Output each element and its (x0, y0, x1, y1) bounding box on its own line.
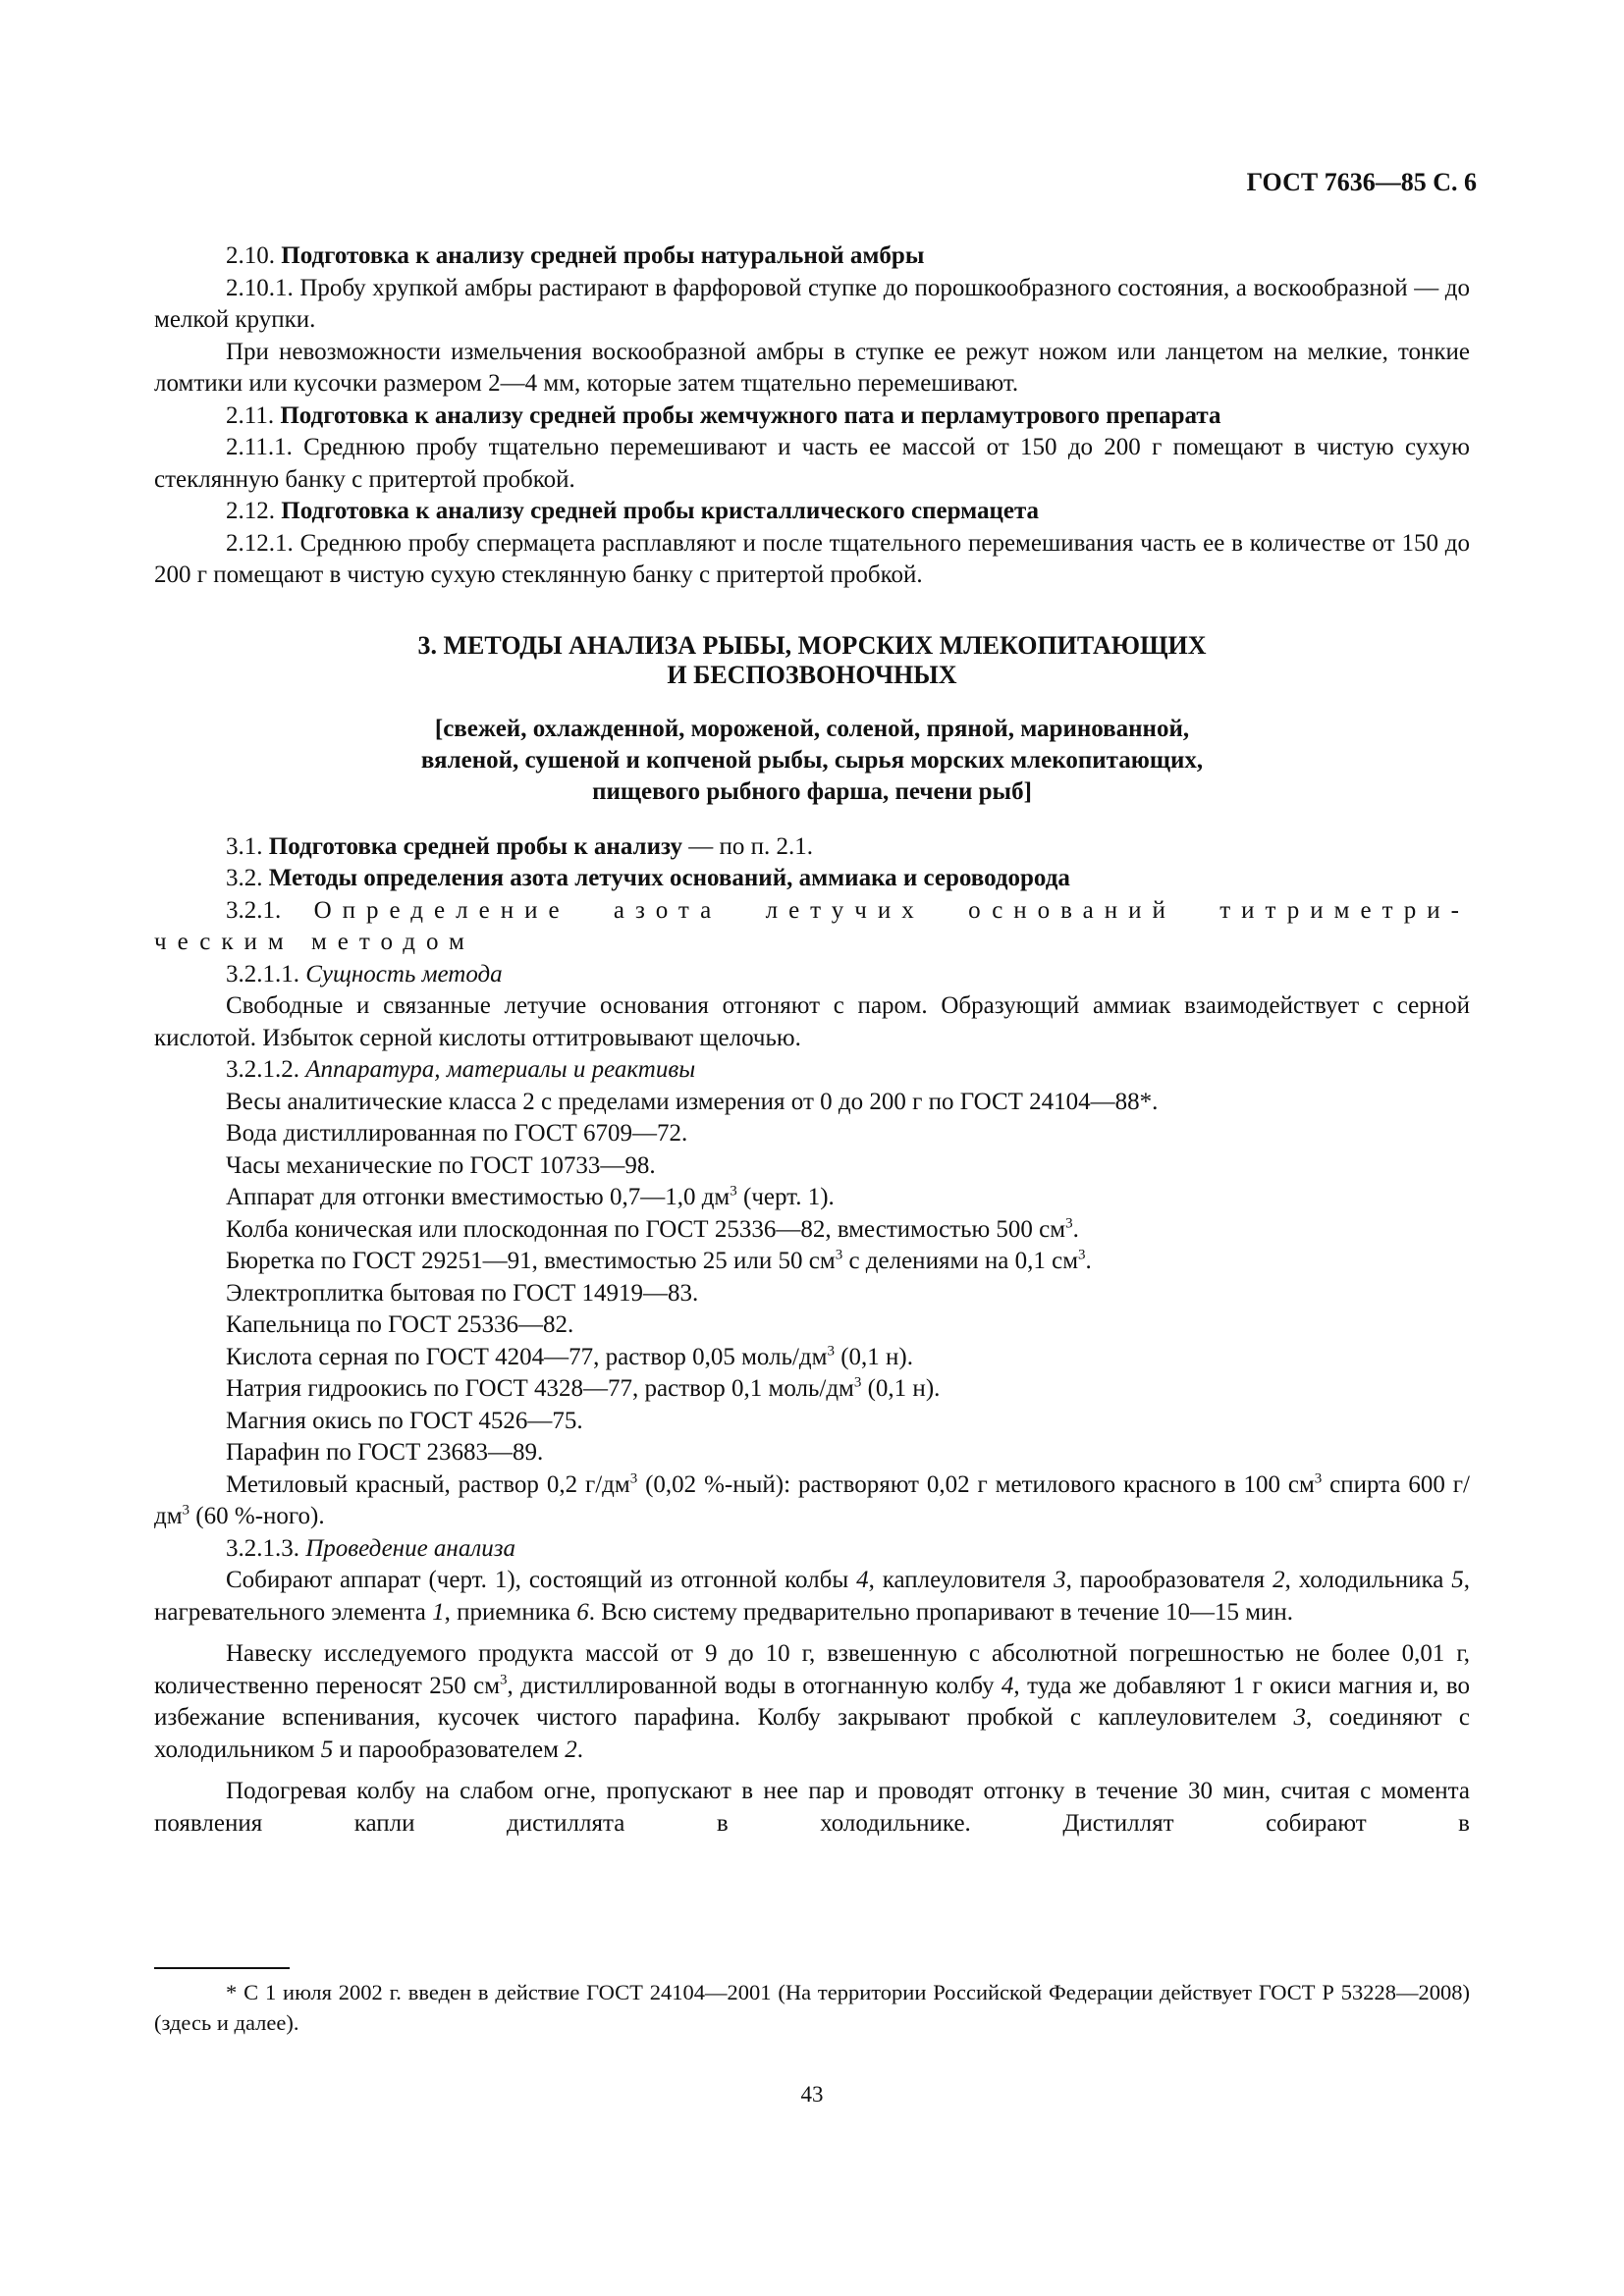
superscript: 3 (853, 1374, 862, 1391)
procedure-text: , туда же добавляют 1 г окиси магния и, во избежание вспенивания, кусочек чистого парафина. Колбу закрывают пробкой с каплеуловителем (154, 1672, 1470, 1731)
footnote (154, 1977, 1470, 2038)
clause-3-2-1-heading-cont (154, 927, 1470, 959)
superscript: 3 (629, 1470, 638, 1487)
clause-title: Подготовка средней пробы к анализу (268, 832, 683, 860)
clause-number: 3.2. (226, 865, 269, 891)
clause-title: Проведение анализа (305, 1534, 515, 1562)
clause-3-2-1-heading (154, 895, 1470, 928)
clause-2-11-heading (154, 400, 1470, 433)
item-dropper: Капельница по ГОСТ 25336—82. (226, 1311, 574, 1338)
clause-number: 3.2.1.2. (226, 1056, 306, 1083)
item-scales: Весы аналитические класса 2 с пределами измерения от 0 до 200 г по ГОСТ 24104—88*. (226, 1088, 1159, 1115)
clause-2-11-1: 2.11.1. Среднюю пробу тщательно перемешивают и часть ее массой от 150 до 200 г помещают в чистую сухую стеклянную банку с притертой пробкой. (154, 434, 1470, 493)
superscript: 3 (730, 1183, 737, 1200)
clause-title: ческим методом (154, 929, 475, 955)
item-text: . (1072, 1215, 1079, 1243)
item-text: (0,1 н). (861, 1375, 941, 1402)
procedure-text: . (576, 1735, 583, 1763)
item-text: (0,02 %-ный): растворяют 0,02 г метилового красного в 100 см (637, 1470, 1315, 1498)
figure-ref: 4 (1001, 1672, 1014, 1699)
clause-number: 2.12. (226, 498, 282, 524)
procedure-text: . Всю систему предварительно пропаривают в течение 10—15 мин. (588, 1598, 1294, 1626)
item-acid (154, 1342, 1470, 1374)
section-3-title (154, 631, 1470, 690)
item-flask (154, 1214, 1470, 1247)
superscript: 3 (500, 1672, 508, 1688)
section-subtitle-line: вяленой, сушеной и копченой рыбы, сырья морских млекопитающих, (420, 746, 1204, 774)
clause-2-12-1: 2.12.1. Среднюю пробу спермацета расплавляют и после тщательного перемешивания часть ее в количестве от 150 до 200 г помещают в чистую сухую стеклянную банку с притертой пробкой. (154, 529, 1470, 588)
procedure-text: , приемника (444, 1598, 577, 1626)
item-text: Метиловый красный, раствор 0,2 г/дм (226, 1470, 630, 1498)
clause-title: Подготовка к анализу средней пробы натуральной амбры (281, 242, 925, 269)
superscript: 3 (182, 1502, 190, 1519)
figure-ref: 4 (856, 1567, 869, 1593)
procedure-text: Навеску исследуемого продукта массой от 9 до 10 г, взвешенную с абсолютной погрешностью не более 0,01 г, количественно переносят 250 см (154, 1640, 1470, 1699)
item-methyl-red (154, 1469, 1470, 1533)
item-water: Вода дистиллированная по ГОСТ 6709—72. (226, 1120, 688, 1147)
clause-2-10-1-paragraph: При невозможности измельчения воскообразной амбры в ступке ее режут ножом или ланцетом на мелкие, тонкие ломтики или кусочки размером 2—4 мм, которые затем тщательно перемешивают. (154, 338, 1470, 397)
figure-ref: 2 (1272, 1567, 1285, 1593)
item-text: Натрия гидроокись по ГОСТ 4328—77, раствор 0,1 моль/дм (226, 1375, 854, 1402)
item-mgo: Магния окись по ГОСТ 4526—75. (226, 1407, 583, 1434)
clause-number: 2.11. (226, 401, 281, 429)
procedure-text: Собирают аппарат (черт. 1), состоящий из отгонной колбы (226, 1567, 857, 1593)
section-subtitle-line: [свежей, охлажденной, мороженой, соленой, пряной, маринованной, (434, 715, 1190, 742)
clause-3-1 (154, 831, 1470, 864)
figure-ref: 5 (1451, 1567, 1464, 1593)
superscript: 3 (1078, 1247, 1086, 1263)
item-text: Колба коническая или плоскодонная по ГОСТ 25336—82, вместимостью 500 см (226, 1215, 1066, 1243)
clause-2-10-1: 2.10.1. Пробу хрупкой амбры растирают в фарфоровой ступке до порошкообразного состояния, а воскообразной — до мелкой крупки. (154, 274, 1470, 333)
document-body (154, 240, 1470, 1840)
clause-number: 3.2.1.1. (226, 960, 306, 988)
procedure-text: , парообразователя (1065, 1567, 1273, 1593)
clause-title: Подготовка к анализу средней пробы кристаллического спермацета (281, 498, 1040, 524)
method-essence-text: Свободные и связанные летучие основания отгоняют с паром. Образующий аммиак взаимодействует с серной кислотой. Избыток серной кислоты оттитровывают щелочью. (154, 992, 1470, 1051)
clause-number: 3.2.1. (226, 896, 314, 924)
procedure-text: , нагревательного элемента (154, 1567, 1470, 1626)
procedure-text: , холодильника (1284, 1567, 1452, 1593)
clause-number: 3.2.1.3. (226, 1534, 306, 1562)
item-text: (60 %-ного). (189, 1503, 325, 1529)
clause-2-10-heading (154, 240, 1470, 273)
page-header: ГОСТ 7636—85 С. 6 (1246, 168, 1477, 196)
procedure-paragraph-1 (154, 1565, 1470, 1629)
superscript: 3 (1314, 1470, 1323, 1487)
section-3-subtitle (154, 714, 1470, 808)
item-text: (черт. 1). (736, 1184, 835, 1210)
clause-3-2-1-1-heading (154, 959, 1470, 991)
clause-2-12-heading (154, 496, 1470, 528)
clause-text: — по п. 2.1. (682, 832, 814, 860)
figure-ref: 5 (320, 1735, 334, 1763)
item-text: (0,1 н). (834, 1343, 913, 1370)
clause-number: 2.10. (226, 242, 282, 269)
item-apparatus (154, 1182, 1470, 1214)
item-clock: Часы механические по ГОСТ 10733—98. (226, 1151, 656, 1179)
clause-3-2-heading (154, 863, 1470, 895)
clause-title: Определение азота летучих оснований титриметри- (313, 896, 1470, 924)
procedure-text: , соединяют с холодильником (154, 1704, 1470, 1763)
procedure-text: , дистиллированной воды в отогнанную колбу (507, 1672, 1001, 1699)
figure-ref: 2 (565, 1735, 577, 1763)
figure-ref: 1 (432, 1598, 445, 1626)
figure-ref: 3 (1293, 1704, 1307, 1731)
clause-title: Методы определения азота летучих оснований, аммиака и сероводорода (268, 865, 1070, 891)
clause-title: Аппаратура, материалы и реактивы (305, 1056, 696, 1083)
superscript: 3 (827, 1343, 835, 1360)
procedure-paragraph-3: Подогревая колбу на слабом огне, пропускают в нее пар и проводят отгонку в течение 30 мин, считая с момента появления капли дистиллята в холодильнике. Дистиллят собирают в (154, 1778, 1470, 1837)
item-text: с делениями на 0,1 см (842, 1248, 1079, 1274)
procedure-text: , каплеуловителя (868, 1567, 1055, 1593)
figure-ref: 3 (1054, 1567, 1066, 1593)
clause-number: 3.1. (226, 832, 269, 860)
clause-title: Сущность метода (305, 960, 503, 988)
section-subtitle-line: пищевого рыбного фарша, печени рыб] (592, 777, 1032, 805)
item-burette (154, 1246, 1470, 1278)
section-title-line: 3. МЕТОДЫ АНАЛИЗА РЫБЫ, МОРСКИХ МЛЕКОПИТАЮЩИХ (417, 630, 1207, 660)
section-title-line: И БЕСПОЗВОНОЧНЫХ (667, 660, 957, 689)
clause-3-2-1-3-heading (154, 1533, 1470, 1566)
footnote-text: * С 1 июля 2002 г. введен в действие ГОСТ 24104—2001 (На территории Российской Федерации действует ГОСТ Р 53228—2008) (здесь и далее). (154, 1980, 1470, 2035)
figure-ref: 6 (576, 1598, 589, 1626)
item-text: Кислота серная по ГОСТ 4204—77, раствор 0,05 моль/дм (226, 1343, 828, 1370)
item-paraffin: Парафин по ГОСТ 23683—89. (226, 1439, 544, 1466)
item-text: спирта 600 г/дм (154, 1470, 1470, 1529)
item-naoh (154, 1373, 1470, 1406)
procedure-text: и парообразователем (333, 1735, 566, 1763)
clause-3-2-1-2-heading (154, 1054, 1470, 1087)
procedure-paragraph-2 (154, 1638, 1470, 1766)
superscript: 3 (835, 1247, 843, 1263)
clause-title: Подготовка к анализу средней пробы жемчужного пата и перламутрового препарата (280, 401, 1221, 429)
item-text: Аппарат для отгонки вместимостью 0,7—1,0 дм (226, 1184, 731, 1210)
page-number: 43 (800, 2082, 824, 2107)
superscript: 3 (1065, 1215, 1073, 1232)
item-stove: Электроплитка бытовая по ГОСТ 14919—83. (226, 1279, 699, 1307)
item-text: . (1085, 1248, 1092, 1274)
item-text: Бюретка по ГОСТ 29251—91, вместимостью 25 или 50 см (226, 1248, 836, 1274)
footnote-divider (154, 1967, 290, 1969)
